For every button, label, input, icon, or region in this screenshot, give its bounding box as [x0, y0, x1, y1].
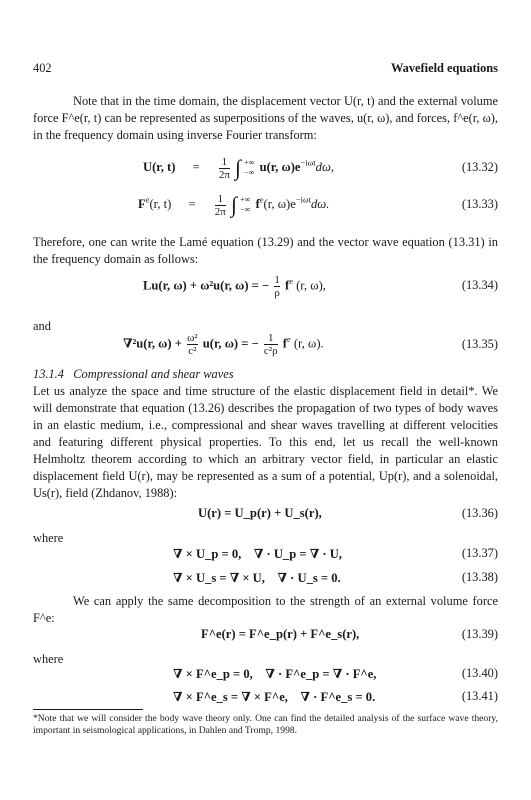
section-heading: [33, 366, 234, 383]
integral-limits: +∞ −∞: [240, 195, 251, 214]
eq-body: F^e(r) = F^e_p(r) + F^e_s(r),: [201, 627, 360, 641]
footnote: *Note that we will consider the body wave theory only. One can find the detailed analysis of the surface wave theory, important in seismological applications, in Dahlen and Tromp, 1998.: [33, 713, 498, 736]
eq-body: U(r) = U_p(r) + U_s(r),: [198, 506, 322, 520]
equation-label: (13.39): [461, 627, 498, 641]
integral-limits: +∞ −∞: [244, 158, 255, 177]
eq-integrand: u(r, ω)e: [259, 159, 301, 174]
eq-body: ∇ × F^e_p = 0, ∇ · F^e_p = ∇ · F^e,: [173, 667, 377, 681]
eq-lhs: F: [138, 196, 146, 211]
eq-lhs: U(r, t): [143, 159, 176, 174]
section-number: 13.1.4: [33, 367, 64, 381]
eq-body: ∇ × F^e_s = ∇ × F^e, ∇ · F^e_s = 0.: [173, 690, 376, 704]
equation-label: (13.33): [461, 197, 498, 211]
eq-sign: =: [192, 159, 200, 174]
eq-rhs: f: [284, 278, 290, 293]
eq-fraction: $\frac{1}{\rho}$: [274, 274, 280, 299]
equation-13-33: $F^e(r$, t) = $\frac{1}{2\pi}$ ∫ +∞ −∞ $f^e(r$, $\omega)e^{-i\omega t}d\omega$. (13.33): [138, 192, 498, 218]
equation-label: (13.40): [461, 666, 498, 680]
running-title: Wavefield equations: [390, 61, 498, 75]
eq-body: ∇ × U_p = 0, ∇ · U_p = ∇ · U,: [173, 547, 342, 561]
where-word-1: where: [33, 531, 64, 545]
equation-label: (13.38): [461, 570, 498, 584]
eq-body: ∇ × U_s = ∇ × U, ∇ · U_s = 0.: [173, 571, 341, 585]
eq-lhs: Lu(r, ω) + ω²u(r, ω) = −: [143, 278, 270, 293]
footnote-rule: [33, 709, 143, 710]
paragraph-3: Let us analyze the space and time structure of the elastic displacement field in detail*. We will demonstrate that equation (13.26) describes the propagation of two types of body waves in an elastic medium, i.e., compressional and shear waves travelling at different velocities and featuring different physical properties. To this end, let us recall the well-known Helmholtz theorem according to which an arbitrary vector field, in particular an elastic displacement field U(r), may be represented as a sum of a potential, Up(r), and a solenoidal, Us(r), field (Zhdanov, 1988):: [33, 384, 498, 500]
eq-rhs: f: [282, 336, 287, 351]
equation-13-37: [33, 546, 498, 568]
integral-sign: ∫: [235, 155, 242, 180]
equation-13-36: [33, 506, 498, 528]
integral-sign: ∫: [231, 192, 238, 217]
eq-sign: =: [188, 196, 196, 211]
page-number: 402: [33, 61, 52, 75]
equation-13-40: [33, 666, 498, 688]
eq-mid: u(r, ω) = −: [202, 336, 259, 351]
eq-differential: dω,: [315, 159, 334, 174]
eq-differential: dω.: [310, 196, 330, 211]
eq-fraction: $\frac{1}{2\pi}$: [218, 155, 230, 181]
eq-fraction-1: $\frac{\text{ω²}}{\text{c²}}$: [187, 332, 198, 357]
eq-fraction: $\frac{1}{2\pi}$: [214, 192, 226, 218]
equation-label: (13.36): [461, 506, 498, 520]
equation-label: (13.34): [461, 278, 498, 292]
where-word-2: where: [33, 652, 64, 666]
equation-13-41: [33, 689, 498, 711]
section-title: Compressional and shear waves: [73, 367, 234, 381]
paragraph-4: We can apply the same decomposition to the strength of an external volume force F^e:: [33, 594, 498, 625]
eq-fraction-2: $\frac{1}{\text{c²ρ}}$: [263, 332, 278, 357]
equation-13-32: [33, 151, 498, 183]
eq-integrand: f: [255, 196, 260, 211]
eq-lhs: ∇²u(r, ω) +: [123, 336, 186, 351]
equation-13-38: [33, 570, 498, 592]
equation-label: (13.35): [461, 337, 498, 351]
equation-label: (13.32): [461, 160, 498, 174]
eq-exponent: −iωt: [300, 157, 316, 168]
paragraph-2: Therefore, one can write the Lamé equation (13.29) and the vector wave equation (13.31) in the frequency domain as follows:: [33, 235, 498, 266]
equation-13-39: [33, 627, 498, 649]
equation-13-34: Lu(r, ω) + ω²u(r, ω) = − $\frac{1}{\rho}$ $f^e$ (r, ω), (13.34): [143, 274, 498, 299]
equation-13-35: ∇²u(r, ω) + $\frac{\text{ω²}}{\text{c²}}$ u(r, ω) = − $\frac{1}{\text{c²ρ}}$ $f^e$ (r, ω). (13.35): [123, 332, 498, 357]
paragraph-1: Note that in the time domain, the displacement vector U(r, t) and the external volume force F^e(r, t) can be represented as superpositions of the waves, u(r, ω), and forces, f^e(r, ω), in the frequency domain using inverse Fourier transform:: [33, 94, 498, 142]
equation-label: (13.41): [461, 689, 498, 703]
eq-exponent: −iωt: [295, 194, 311, 205]
equation-label: (13.37): [461, 546, 498, 560]
and-word: and: [33, 319, 51, 333]
